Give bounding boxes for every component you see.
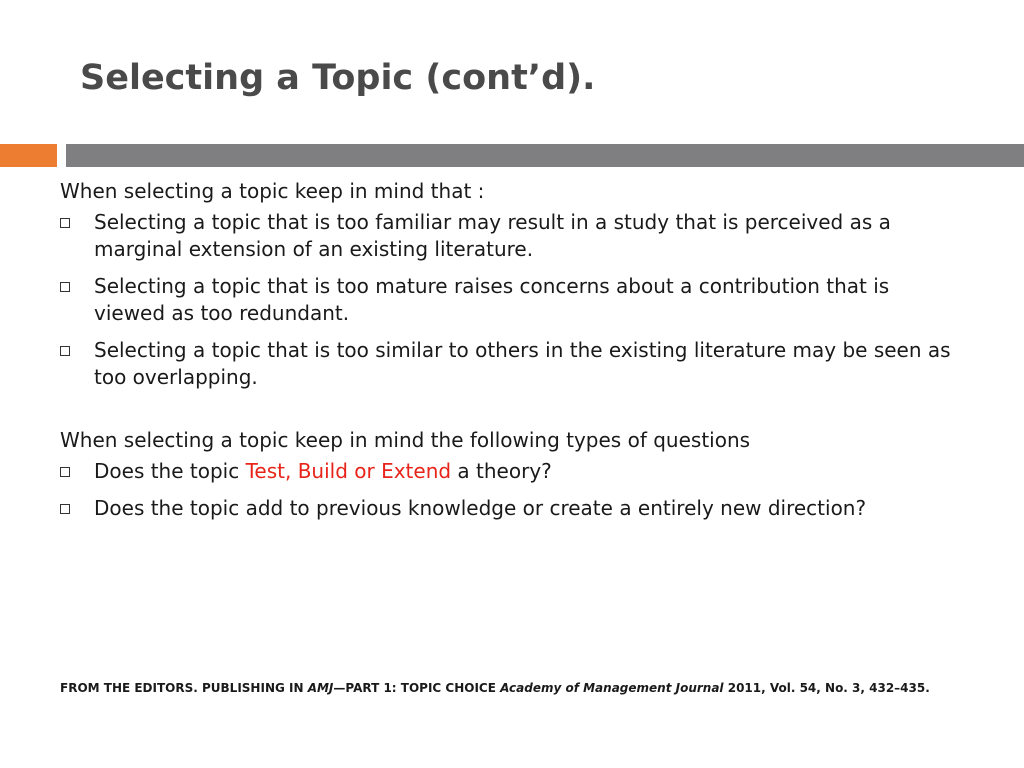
accent-bar xyxy=(0,144,57,167)
bullet-text: Does the topic add to previous knowledge or create a entirely new direction? xyxy=(94,496,867,520)
citation-text: 2011, Vol. 54, No. 3, 432–435. xyxy=(723,681,930,695)
citation-journal-name: Academy of Management Journal xyxy=(500,681,724,695)
citation xyxy=(60,680,965,696)
citation-text: FROM THE EDITORS. PUBLISHING IN xyxy=(60,681,308,695)
citation-text: —PART 1: TOPIC CHOICE xyxy=(333,681,501,695)
list-item xyxy=(60,273,960,327)
slide-body xyxy=(60,178,960,532)
section1-bullet-list xyxy=(60,209,960,391)
section2-bullet-list xyxy=(60,458,960,522)
bullet-text-before: Does the topic xyxy=(94,459,246,483)
list-item xyxy=(60,495,960,522)
bullet-text: Selecting a topic that is too familiar may result in a study that is perceived as a marginal extension of an existing literature. xyxy=(94,210,891,261)
citation-journal-abbrev: AMJ xyxy=(307,681,334,695)
square-bullet-icon xyxy=(60,282,70,292)
square-bullet-icon xyxy=(60,218,70,228)
section2-lead: When selecting a topic keep in mind the following types of questions xyxy=(60,428,751,452)
list-item xyxy=(60,337,960,391)
bullet-text-after: a theory? xyxy=(451,459,552,483)
list-item xyxy=(60,209,960,263)
list-item xyxy=(60,458,960,485)
square-bullet-icon xyxy=(60,346,70,356)
slide-title: Selecting a Topic (cont’d). xyxy=(80,58,596,98)
square-bullet-icon xyxy=(60,467,70,477)
bullet-text: Selecting a topic that is too mature raises concerns about a contribution that is viewed as too redundant. xyxy=(94,274,890,325)
square-bullet-icon xyxy=(60,504,70,514)
section1-lead: When selecting a topic keep in mind that : xyxy=(60,179,485,203)
bullet-text: Selecting a topic that is too similar to others in the existing literature may be seen as too overlapping. xyxy=(94,338,951,389)
highlighted-text: Test, Build or Extend xyxy=(245,459,452,483)
divider-bar xyxy=(66,144,1024,167)
